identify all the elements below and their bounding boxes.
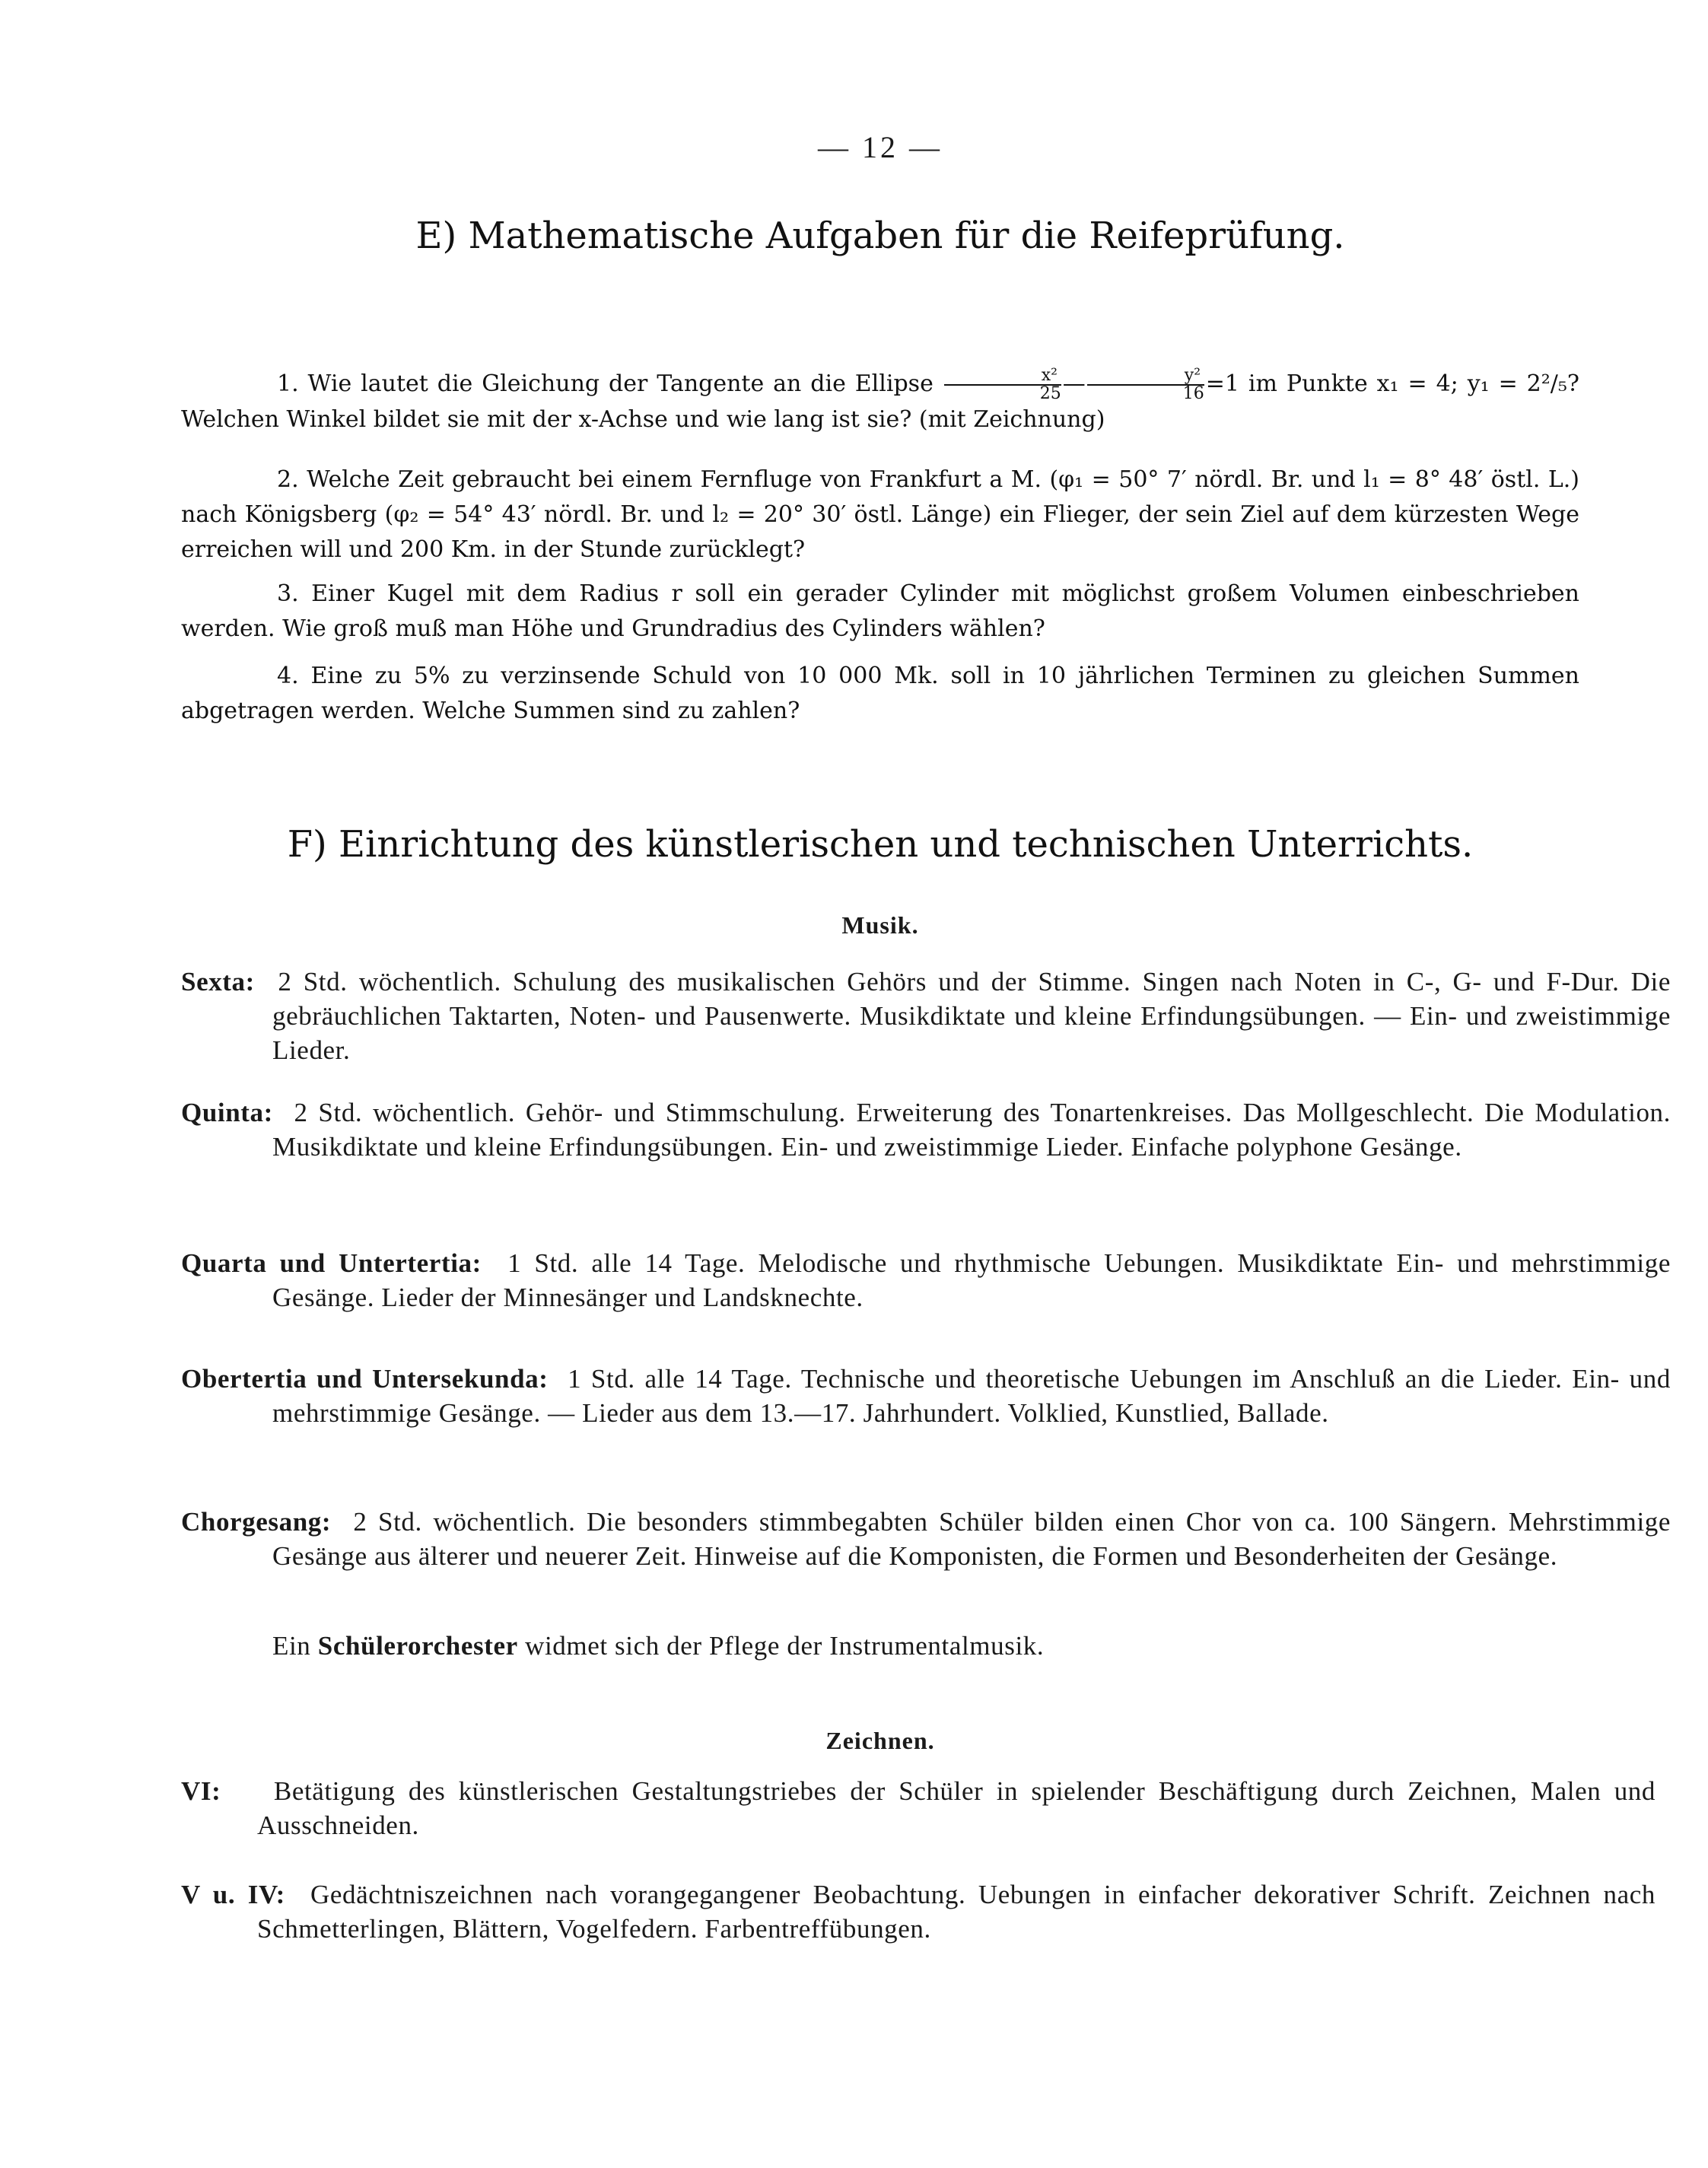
- problem-1-pre: 1. Wie lautet die Gleichung der Tangente an die Ellipse: [277, 370, 943, 397]
- zeichnen-entry-v-iv: V u. IV: Gedächtniszeichnen nach vorangegangener Beobachtung. Uebungen in einfacher dekorativer Schrift. Zeichnen nach Schmetterlingen, Blättern, Vogelfedern. Farbentreffübungen.: [181, 1880, 1656, 1944]
- problem-2: 2. Welche Zeit gebraucht bei einem Fernfluge von Frankfurt a M. (φ₁ = 50° 7′ nördl. Br. und l₁ = 8° 48′ östl. L.) nach Königsberg (φ₂ = 54° 43′ nördl. Br. und l₂ = 20° 30′ östl. Länge) ein Flieger, der sein Ziel auf dem kürzesten Wege erreichen will und 200 Km. in der Stunde zurücklegt?: [181, 466, 1579, 563]
- musik-entry-sexta: Sexta: 2 Std. wöchentlich. Schulung des musikalischen Gehörs und der Stimme. Singen nach Noten in C-, G- und F-Dur. Die gebräuchlichen Taktarten, Noten- und Pausenwerte. Musikdiktate und kleine Erfindungsübungen. — Ein- und zweistimmige Lieder.: [181, 967, 1671, 1065]
- zeichnen-heading: Zeichnen.: [825, 1727, 935, 1754]
- section-f-title: F) Einrichtung des künstlerischen und technischen Unterrichts.: [287, 823, 1474, 866]
- problem-1: 1. Wie lautet die Gleichung der Tangente an die Ellipse $\frac{\text{x²}}{25}$ — $\frac{\text{y²}}{16}$ =1 im Punkte x₁ = 4; y₁ = 2²/₅? Welchen Winkel bildet sie mit der x-Achse und wie lang ist sie? (mit Zeichnung): [181, 366, 1580, 433]
- problem-4: 4. Eine zu 5% zu verzinsende Schuld von 10 000 Mk. soll in 10 jährlichen Terminen zu gleichen Summen abgetragen werden. Welche Summen sind zu zahlen?: [181, 663, 1579, 724]
- problem-1-post: =1 im Punkte x₁ = 4; y₁ = 2²/₅? Welchen Winkel bildet sie mit der x-Achse und wie lang ist sie? (mit Zeichnung): [181, 370, 1580, 433]
- section-e-title: E) Mathematische Aufgaben für die Reifeprüfung.: [415, 215, 1345, 257]
- musik-heading: Musik.: [841, 911, 919, 939]
- musik-entry-obertertia-untersekunda: Obertertia und Untersekunda: 1 Std. alle 14 Tage. Technische und theoretische Uebungen im Anschluß an die Lieder. Ein- und mehrstimmige Gesänge. — Lieder aus dem 13.—17. Jahrhundert. Volklied, Kunstlied, Ballade.: [181, 1364, 1671, 1428]
- musik-entry-quarta-untertertia: Quarta und Untertertia: 1 Std. alle 14 Tage. Melodische und rhythmische Uebungen. Musikdiktate Ein- und mehrstimmige Gesänge. Lieder der Minnesänger und Landsknechte.: [181, 1248, 1671, 1312]
- musik-entry-quinta: Quinta: 2 Std. wöchentlich. Gehör- und Stimmschulung. Erweiterung des Tonartenkreises. Das Mollgeschlecht. Die Modulation. Musikdiktate und kleine Erfindungsübungen. Ein- und zweistimmige Lieder. Einfache polyphone Gesänge.: [181, 1098, 1671, 1162]
- fraction-y2-16: $\frac{\text{y²}}{16}$: [1087, 367, 1204, 402]
- problem-3: 3. Einer Kugel mit dem Radius r soll ein gerader Cylinder mit möglichst großem Volumen einbeschrieben werden. Wie groß muß man Höhe und Grundradius des Cylinders wählen?: [181, 580, 1579, 642]
- page-number: — 12 —: [818, 130, 943, 164]
- zeichnen-entry-vi: VI: Betätigung des künstlerischen Gestaltungstriebes der Schüler in spielender Beschäftigung durch Zeichnen, Malen und Ausschneiden.: [181, 1776, 1656, 1840]
- fraction-x2-25: $\frac{\text{x²}}{25}$: [944, 367, 1061, 402]
- orchestra-note: Ein Schülerorchester widmet sich der Pflege der Instrumentalmusik.: [272, 1631, 1045, 1661]
- musik-entry-chorgesang: Chorgesang: 2 Std. wöchentlich. Die besonders stimmbegabten Schüler bilden einen Chor von ca. 100 Sängern. Mehrstimmige Gesänge aus älterer und neuerer Zeit. Hinweise auf die Komponisten, die Formen und Besonderheiten der Gesänge.: [181, 1507, 1671, 1571]
